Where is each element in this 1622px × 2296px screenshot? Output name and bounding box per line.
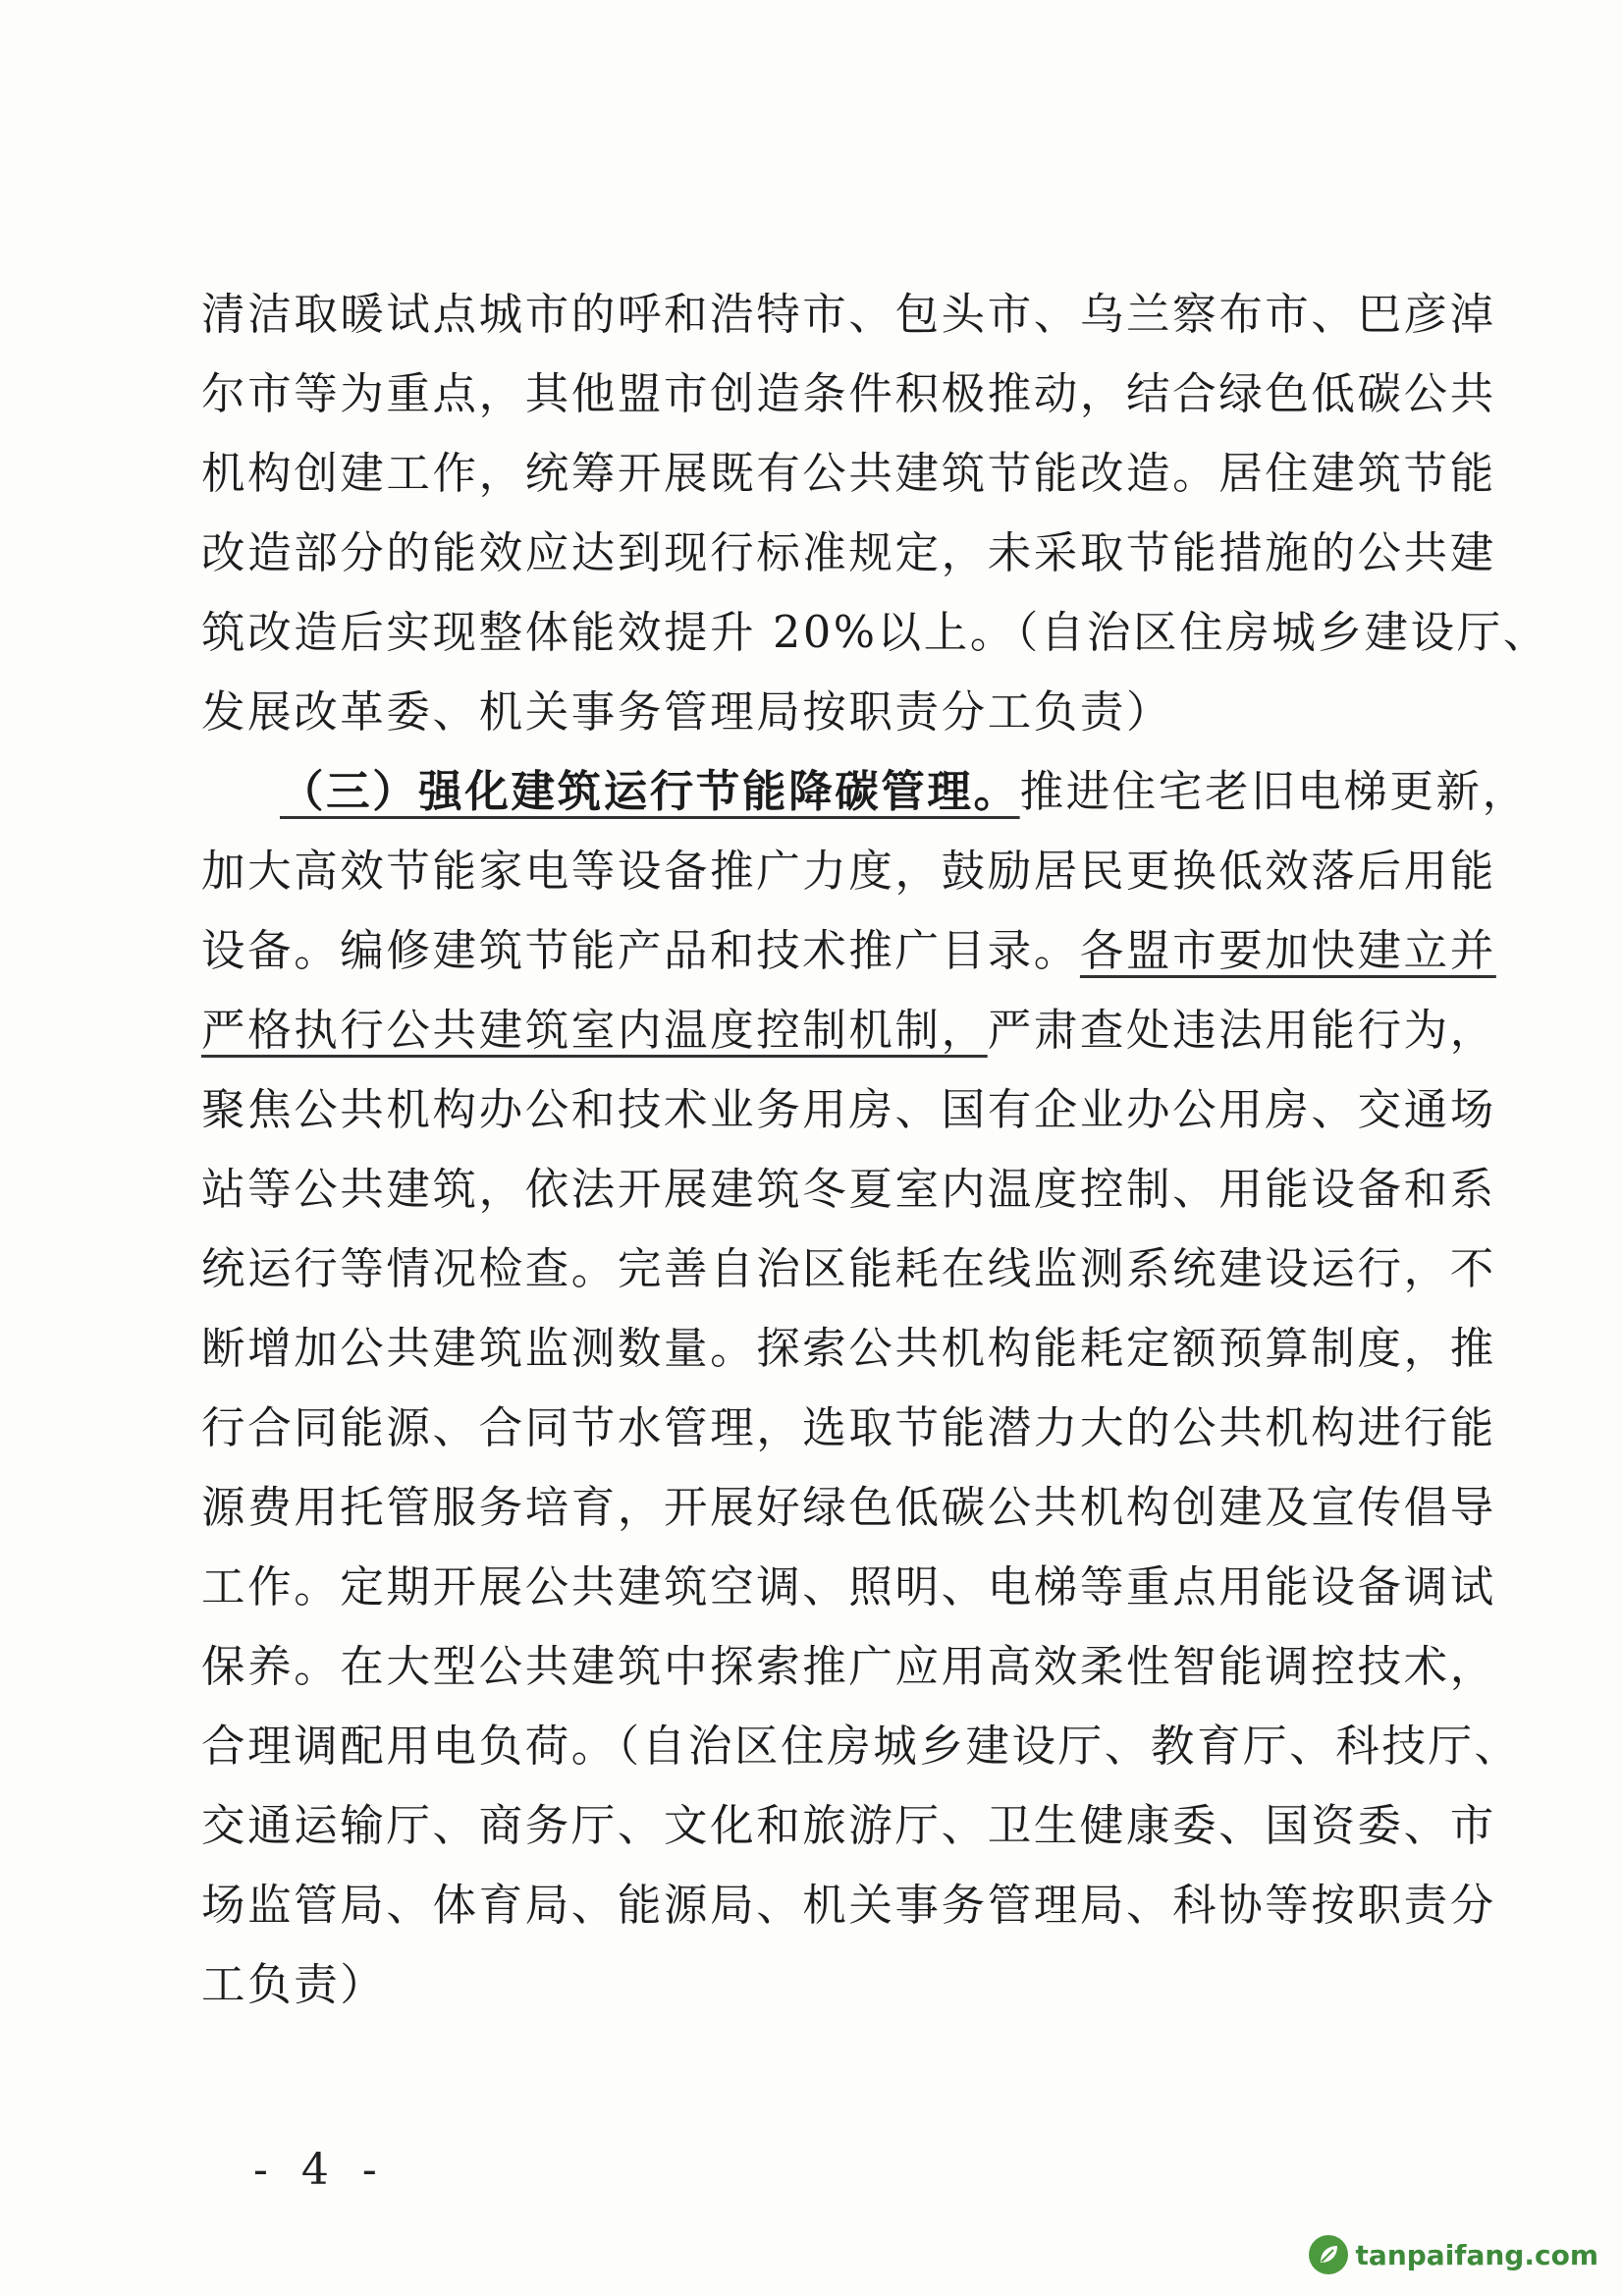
section-heading: （三）强化建筑运行节能降碳管理。	[280, 767, 1020, 817]
text-line-4: 改造部分的能效应达到现行标准规定，未采取节能措施的公共建	[201, 528, 1496, 578]
text-line-5: 筑改造后实现整体能效提升 20%以上。（自治区住房城乡建设厅、	[201, 608, 1549, 658]
text-line-16: 源费用托管服务培育，开展好绿色低碳公共机构创建及宣传倡导	[201, 1483, 1496, 1533]
text-line-12: 站等公共建筑，依法开展建筑冬夏室内温度控制、用能设备和系	[201, 1165, 1496, 1215]
text-line-9	[201, 911, 1496, 991]
leaf-icon	[1309, 2235, 1348, 2274]
text-line-7	[201, 752, 1529, 832]
text-line-13: 统运行等情况检查。完善自治区能耗在线监测系统建设运行，不	[201, 1244, 1496, 1294]
underlined-text: 各盟市要加快建立并	[1079, 926, 1496, 976]
body-text	[201, 275, 1549, 2025]
text-span: 严肃查处违法用能行为，	[987, 1006, 1496, 1056]
watermark-text: tanpaifang.com	[1355, 2238, 1598, 2271]
text-line-6: 发展改革委、机关事务管理局按职责分工负责）	[201, 687, 1173, 738]
text-line-20: 交通运输厅、商务厅、文化和旅游厅、卫生健康委、国资委、市	[201, 1801, 1496, 1851]
page-number: - 4 -	[253, 2145, 387, 2195]
text-span: 设备。编修建筑节能产品和技术推广目录。	[201, 926, 1080, 976]
text-line-15: 行合同能源、合同节水管理，选取节能潜力大的公共机构进行能	[201, 1403, 1496, 1453]
text-line-22: 工负责）	[201, 1960, 387, 2010]
watermark	[1309, 2235, 1598, 2274]
text-line-1: 清洁取暖试点城市的呼和浩特市、包头市、乌兰察布市、巴彦淖	[201, 290, 1496, 340]
text-line-3: 机构创建工作，统筹开展既有公共建筑节能改造。居住建筑节能	[201, 449, 1496, 499]
text-line-8: 加大高效节能家电等设备推广力度，鼓励居民更换低效落后用能	[201, 847, 1496, 897]
text-line-11: 聚焦公共机构办公和技术业务用房、国有企业办公用房、交通场	[201, 1085, 1496, 1135]
text-line-19: 合理调配用电负荷。（自治区住房城乡建设厅、教育厅、科技厅、	[201, 1722, 1521, 1772]
text-span: 推进住宅老旧电梯更新，	[1019, 767, 1529, 817]
text-line-2: 尔市等为重点，其他盟市创造条件积极推动，结合绿色低碳公共	[201, 369, 1496, 419]
text-line-17: 工作。定期开展公共建筑空调、照明、电梯等重点用能设备调试	[201, 1562, 1496, 1613]
underlined-text: 严格执行公共建筑室内温度控制机制，	[201, 1006, 988, 1056]
text-line-21: 场监管局、体育局、能源局、机关事务管理局、科协等按职责分	[201, 1881, 1496, 1931]
text-line-18: 保养。在大型公共建筑中探索推广应用高效柔性智能调控技术，	[201, 1642, 1496, 1692]
text-line-10	[201, 991, 1496, 1070]
text-line-14: 断增加公共建筑监测数量。探索公共机构能耗定额预算制度，推	[201, 1324, 1496, 1374]
